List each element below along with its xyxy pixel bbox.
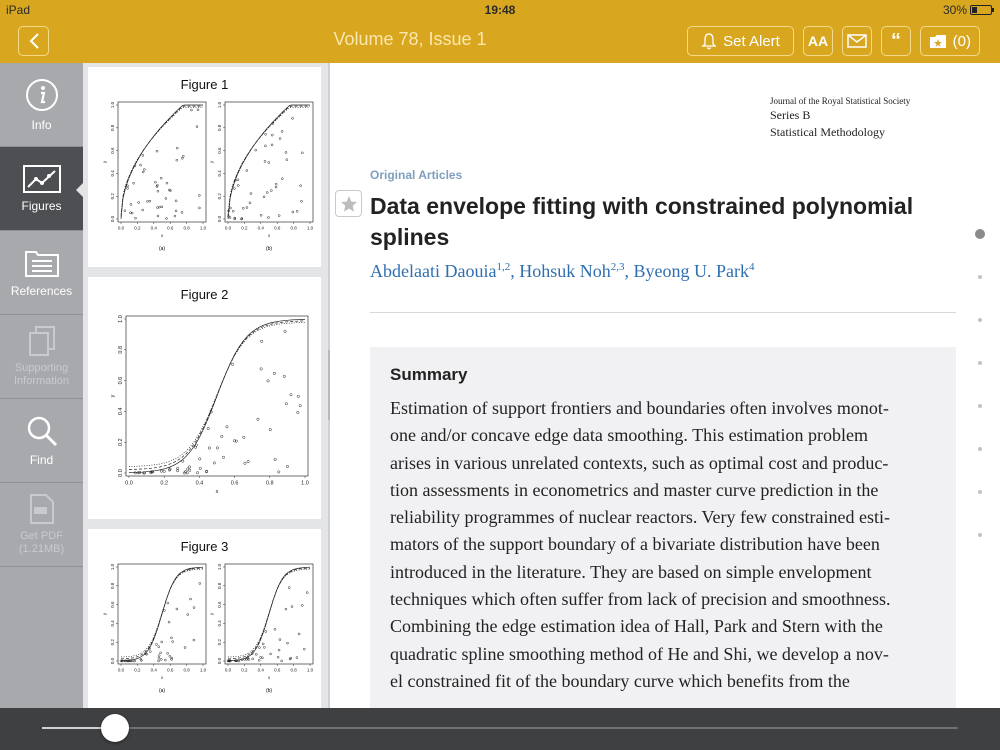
font-size-button[interactable] <box>803 26 833 56</box>
y-tick-label: 0.6 <box>217 147 222 154</box>
x-tick-label: 0.4 <box>257 225 264 231</box>
x-tick-label: 0.4 <box>150 667 157 673</box>
issue-title: Volume 78, Issue 1 <box>333 29 487 49</box>
x-tick-label: 1.0 <box>199 225 207 231</box>
divider-line <box>370 312 956 313</box>
y-tick-label: 0.2 <box>118 438 124 447</box>
summary-line: one and/or concave edge data smoothing. This estimation problem <box>390 425 869 446</box>
email-button[interactable] <box>842 26 872 56</box>
page-dot[interactable] <box>978 404 982 408</box>
favorite-button[interactable] <box>335 190 362 217</box>
cite-button[interactable] <box>881 26 911 56</box>
x-tick-label: 0.8 <box>265 480 274 487</box>
figures-icon <box>23 165 61 193</box>
summary-line: tion assessments in econometrics and master curve prediction in the <box>390 479 879 500</box>
y-tick-label: 1.0 <box>118 315 124 323</box>
x-tick-label: 0.0 <box>224 667 232 673</box>
x-tick-label: 0.6 <box>167 225 174 231</box>
author-list <box>370 261 754 282</box>
set-alert-button[interactable] <box>687 26 794 56</box>
x-tick-label: 0.6 <box>167 667 174 673</box>
y-tick-label: 0.0 <box>110 215 115 223</box>
figure-2-title: Figure 2 <box>180 287 229 302</box>
status-bar <box>0 0 1000 20</box>
references-icon <box>24 248 60 278</box>
battery-icon <box>970 5 992 15</box>
clock: 19:48 <box>484 3 516 17</box>
y-tick-label: 1.0 <box>217 563 222 571</box>
figure-thumbnails <box>83 63 328 708</box>
y-tick-label: 0.2 <box>217 193 222 200</box>
journal-subtitle: Statistical Methodology <box>770 125 885 139</box>
x-tick-label: 0.2 <box>241 225 248 231</box>
device-name: iPad <box>6 3 31 17</box>
quote-icon: “ <box>891 29 901 52</box>
saved-count: (0) <box>952 32 971 50</box>
sidebar-item-supporting-information[interactable] <box>0 315 83 399</box>
page-indicator[interactable] <box>975 229 985 576</box>
sidebar-item-find[interactable] <box>0 399 83 483</box>
author-affiliation: 1,2 <box>496 261 511 273</box>
journal-series: Series B <box>770 108 811 122</box>
author-link[interactable]: Abdelaati Daouia <box>370 261 497 281</box>
summary-line: el constrained fit of the boundary curve which benefits from the <box>390 670 850 691</box>
figure-1-sublabel-a: (a) <box>158 246 166 252</box>
info-icon <box>25 78 59 112</box>
x-tick-label: 1.0 <box>306 667 314 673</box>
summary-line: mators of the support boundary of a bivariate distribution have been <box>390 534 880 555</box>
summary-line: reliability programmes of nuclear reactors. Very few constrained esti- <box>390 507 890 528</box>
sidebar-item-label: Get PDF (1.21MB) <box>18 529 65 555</box>
article-section: Original Articles <box>370 168 463 182</box>
x-tick-label: 0.2 <box>160 480 169 487</box>
page-dot[interactable] <box>978 447 982 451</box>
sidebar-item-figures[interactable] <box>0 147 83 231</box>
y-tick-label: 0.6 <box>110 601 115 608</box>
page-dot[interactable] <box>978 490 982 494</box>
search-icon <box>26 415 58 447</box>
y-tick-label: 0.8 <box>110 582 115 589</box>
figure-3-thumbnail <box>88 554 321 708</box>
x-axis-label: x <box>267 675 271 680</box>
sidebar-item-label: Supporting Information <box>13 361 70 387</box>
x-tick-label: 0.0 <box>125 480 133 487</box>
sidebar-item-references[interactable] <box>0 231 83 315</box>
summary-line: Estimation of support frontiers and boundaries often involves monot- <box>390 398 889 418</box>
summary-line: quadratic spline smoothing method of He and Shi, we develop a nov- <box>390 643 889 664</box>
y-tick-label: 0.2 <box>110 193 115 200</box>
author-link[interactable]: Byeong U. Park <box>633 261 749 281</box>
page-dot[interactable] <box>975 229 985 239</box>
y-tick-label: 0.8 <box>217 124 222 131</box>
figure-3-card[interactable] <box>88 529 321 708</box>
x-axis-label: x <box>160 675 164 680</box>
summary-heading: Summary <box>390 365 468 384</box>
y-tick-label: 0.4 <box>217 620 222 627</box>
figure-1-sublabel-b: (b) <box>265 246 273 252</box>
x-tick-label: 0.8 <box>183 225 190 231</box>
x-tick-label: 1.0 <box>306 225 314 231</box>
y-axis-label: y <box>209 612 214 616</box>
y-tick-label: 0.4 <box>118 407 124 416</box>
battery-percent: 30% <box>942 3 967 17</box>
y-axis-label: y <box>102 160 107 164</box>
author-affiliation: 2,3 <box>610 261 625 273</box>
envelope-icon <box>847 34 867 48</box>
page-dot[interactable] <box>978 361 982 365</box>
saved-articles-button[interactable] <box>920 26 980 56</box>
page-slider-thumb[interactable] <box>101 714 129 742</box>
summary-line: Combining the edge estimation idea of Hall, Park and Stern with the <box>390 616 883 637</box>
x-tick-label: 1.0 <box>199 667 207 673</box>
sidebar-item-label: References <box>10 283 73 298</box>
y-tick-label: 0.2 <box>217 639 222 646</box>
page-dot[interactable] <box>978 275 982 279</box>
battery-indicator <box>943 3 992 17</box>
summary-line: arises in various unrelated contexts, such as optimal cost and produc- <box>390 452 889 473</box>
x-tick-label: 0.0 <box>117 225 125 231</box>
y-tick-label: 0.8 <box>110 124 115 131</box>
x-tick-label: 0.8 <box>290 667 297 673</box>
journal-name: Journal of the Royal Statistical Society <box>770 96 911 106</box>
y-tick-label: 0.0 <box>118 469 124 477</box>
y-tick-label: 0.8 <box>118 345 124 354</box>
figure-2-card[interactable] <box>88 277 321 519</box>
x-tick-label: 0.2 <box>134 667 141 673</box>
page-slider-track[interactable] <box>42 727 958 729</box>
y-tick-label: 0.0 <box>217 657 222 665</box>
summary-line: introduced in the literature. They are based on simple envelopment <box>390 561 872 582</box>
figure-3-sublabel-a: (a) <box>158 688 166 694</box>
y-tick-label: 1.0 <box>110 101 115 109</box>
nav-bar <box>0 20 1000 63</box>
y-tick-label: 1.0 <box>110 563 115 571</box>
x-tick-label: 0.6 <box>274 667 281 673</box>
y-tick-label: 0.4 <box>110 170 115 177</box>
x-tick-label: 0.4 <box>150 225 157 231</box>
x-tick-label: 0.6 <box>274 225 281 231</box>
y-tick-label: 0.6 <box>110 147 115 154</box>
x-tick-label: 0.6 <box>230 480 239 487</box>
y-axis-label: y <box>102 612 107 616</box>
y-axis-label: y <box>110 394 116 398</box>
x-tick-label: 0.8 <box>183 667 190 673</box>
figure-3-sublabel-b: (b) <box>265 688 273 694</box>
x-axis-label: x <box>267 233 271 238</box>
bell-icon <box>701 32 717 50</box>
page-dot[interactable] <box>978 318 982 322</box>
article-pane <box>330 63 1000 708</box>
pdf-icon <box>29 494 55 524</box>
x-tick-label: 0.8 <box>290 225 297 231</box>
author-separator: , <box>624 261 634 281</box>
y-axis-label: y <box>209 160 214 164</box>
summary-text <box>390 395 936 695</box>
x-tick-label: 1.0 <box>301 480 309 487</box>
sidebar-item-label: Find <box>29 452 54 467</box>
set-alert-label: Set Alert <box>723 32 780 50</box>
figure-1-title: Figure 1 <box>180 77 229 92</box>
y-tick-label: 0.4 <box>110 620 115 627</box>
nav-actions <box>687 26 980 56</box>
sidebar-item-label: Info <box>31 117 52 132</box>
figure-2-thumbnail <box>88 302 321 517</box>
page-dot[interactable] <box>978 533 982 537</box>
bottom-toolbar <box>0 708 1000 750</box>
supporting-info-icon <box>28 326 56 356</box>
y-tick-label: 1.0 <box>217 101 222 109</box>
x-axis-label: x <box>160 233 164 238</box>
article-title: Data envelope fitting with constrained polynomial splines <box>370 193 914 250</box>
figure-1-card[interactable] <box>88 67 321 267</box>
font-size-label: AA <box>807 33 829 49</box>
sidebar <box>0 63 83 708</box>
x-tick-label: 0.0 <box>117 667 125 673</box>
author-link[interactable]: Hohsuk Noh <box>519 261 611 281</box>
x-tick-label: 0.4 <box>257 667 264 673</box>
y-tick-label: 0.0 <box>110 657 115 665</box>
author-separator: , <box>510 261 520 281</box>
folder-star-icon <box>929 34 947 49</box>
y-tick-label: 0.6 <box>217 601 222 608</box>
sidebar-item-info[interactable] <box>0 63 83 147</box>
y-tick-label: 0.4 <box>217 170 222 177</box>
y-tick-label: 0.0 <box>217 215 222 223</box>
journal-logo <box>770 96 910 140</box>
figure-3-title: Figure 3 <box>180 539 229 554</box>
figure-1-thumbnail <box>88 92 321 262</box>
x-tick-label: 0.2 <box>134 225 141 231</box>
sidebar-item-get-pdf[interactable] <box>0 483 83 567</box>
summary-box <box>370 347 956 708</box>
y-tick-label: 0.8 <box>217 582 222 589</box>
x-tick-label: 0.0 <box>224 225 232 231</box>
y-tick-label: 0.2 <box>110 639 115 646</box>
y-tick-label: 0.6 <box>118 376 124 385</box>
summary-line: techniques which often suffer from lack of precision and smoothness. <box>390 589 891 610</box>
x-tick-label: 0.2 <box>241 667 248 673</box>
x-axis-label: x <box>215 489 219 495</box>
star-icon <box>340 195 358 213</box>
x-tick-label: 0.4 <box>195 480 204 487</box>
author-affiliation: 4 <box>748 261 755 273</box>
sidebar-item-label: Figures <box>21 198 62 213</box>
